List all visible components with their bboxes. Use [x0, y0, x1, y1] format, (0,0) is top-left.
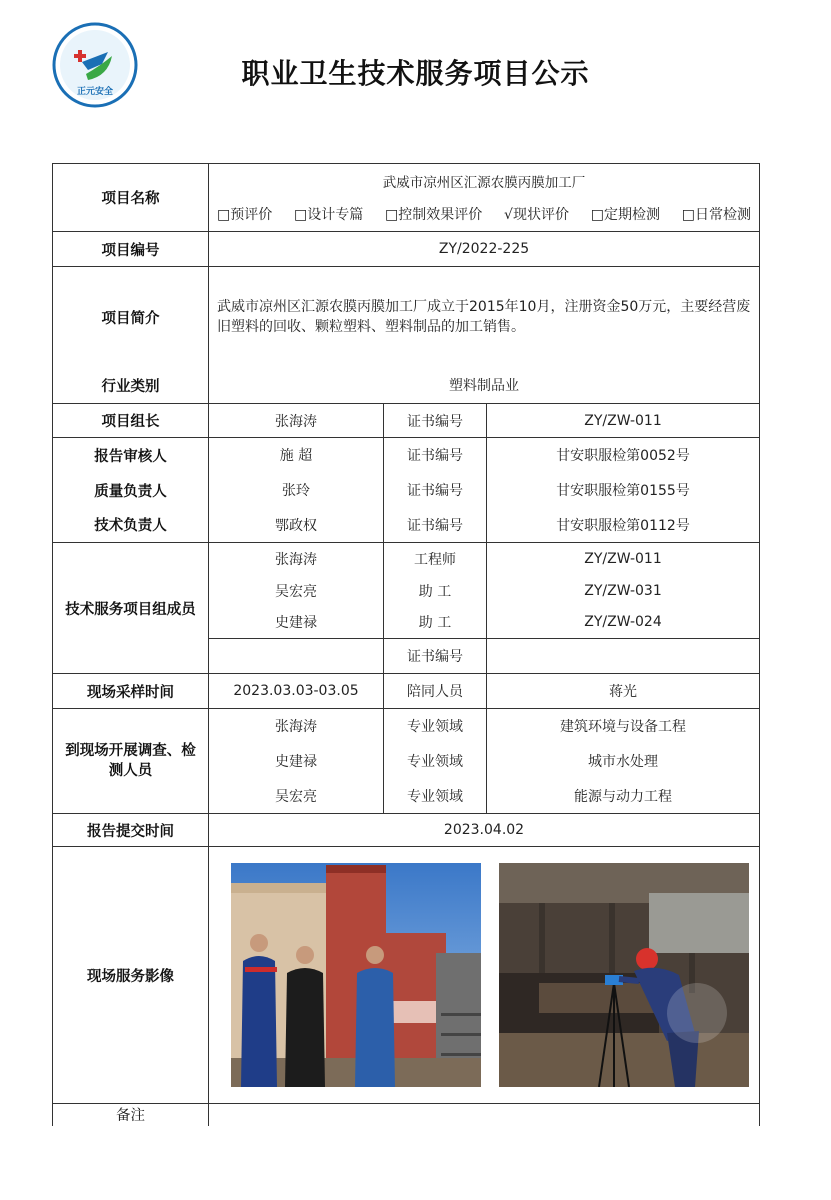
tech-lead-cert-label: 证书编号: [384, 508, 487, 543]
option-status-evaluation: √现状评价: [504, 207, 569, 224]
submit-time-value: 2023.04.02: [209, 814, 760, 847]
remark-value: [209, 1104, 760, 1126]
project-intro-label: 项目简介: [53, 267, 209, 368]
industry-value: 塑料制品业: [209, 368, 760, 404]
project-name-value: 武威市凉州区汇源农膜丙膜加工厂: [209, 164, 760, 198]
survey-field: 能源与动力工程: [487, 779, 760, 814]
tech-lead-cert: 甘安职服检第0112号: [487, 508, 760, 543]
site-photo-workshop: [499, 863, 749, 1087]
project-id-value: ZY/2022-225: [209, 232, 760, 267]
survey-staff-label: 到现场开展调查、检测人员: [53, 709, 209, 814]
survey-field: 城市水处理: [487, 744, 760, 779]
leader-cert: ZY/ZW-011: [487, 404, 760, 438]
tech-lead-name: 鄂政权: [209, 508, 384, 543]
reviewer-label: 报告审核人: [53, 438, 209, 473]
member-name: 史建禄: [209, 607, 384, 639]
sampling-time-label: 现场采样时间: [53, 674, 209, 709]
member-cert: ZY/ZW-031: [487, 575, 760, 607]
project-name-label: 项目名称: [53, 164, 209, 232]
member-title: 工程师: [384, 543, 487, 575]
members-label: 技术服务项目组成员: [53, 543, 209, 674]
option-pre-evaluation: □预评价: [217, 207, 273, 224]
survey-field-label: 专业领域: [384, 779, 487, 814]
project-id-label: 项目编号: [53, 232, 209, 267]
option-periodic-test: □定期检测: [590, 207, 660, 224]
member-cert: ZY/ZW-011: [487, 543, 760, 575]
photos-label: 现场服务影像: [53, 847, 209, 1104]
accompany-value: 蒋光: [487, 674, 760, 709]
survey-name: 张海涛: [209, 709, 384, 744]
option-design: □设计专篇: [294, 207, 364, 224]
member-name: 张海涛: [209, 543, 384, 575]
reviewer-name: 施 超: [209, 438, 384, 473]
reviewer-cert: 甘安职服检第0052号: [487, 438, 760, 473]
project-intro-text: 武威市凉州区汇源农膜丙膜加工厂成立于2015年10月，注册资金50万元，主要经营废旧塑料的回收、颗粒塑料、塑料制品的加工销售。: [217, 299, 751, 336]
leader-label: 项目组长: [53, 404, 209, 438]
page-title: 职业卫生技术服务项目公示: [241, 57, 590, 90]
option-daily-test: □日常检测: [681, 207, 751, 224]
accompany-label: 陪同人员: [384, 674, 487, 709]
quality-lead-cert-label: 证书编号: [384, 473, 487, 508]
info-table: [52, 163, 760, 1126]
survey-name: 史建禄: [209, 744, 384, 779]
site-photo-gate: [231, 863, 481, 1087]
member-name: 吴宏亮: [209, 575, 384, 607]
submit-time-label: 报告提交时间: [53, 814, 209, 847]
quality-lead-label: 质量负责人: [53, 473, 209, 508]
survey-name: 吴宏亮: [209, 779, 384, 814]
option-control-effect: □控制效果评价: [385, 207, 483, 224]
survey-field-label: 专业领域: [384, 744, 487, 779]
member-cert-empty: [487, 639, 760, 674]
reviewer-cert-label: 证书编号: [384, 438, 487, 473]
member-cert: ZY/ZW-024: [487, 607, 760, 639]
quality-lead-cert: 甘安职服检第0155号: [487, 473, 760, 508]
logo-text: 正元安全: [76, 87, 114, 97]
leader-name: 张海涛: [209, 404, 384, 438]
member-name-empty: [209, 639, 384, 674]
leader-cert-label: 证书编号: [384, 404, 487, 438]
survey-field: 建筑环境与设备工程: [487, 709, 760, 744]
quality-lead-name: 张玲: [209, 473, 384, 508]
sampling-time-value: 2023.03.03-03.05: [209, 674, 384, 709]
survey-field-label: 专业领域: [384, 709, 487, 744]
member-cert-label: 证书编号: [384, 639, 487, 674]
tech-lead-label: 技术负责人: [53, 508, 209, 543]
member-title: 助 工: [384, 575, 487, 607]
member-title: 助 工: [384, 607, 487, 639]
remark-label: 备注: [53, 1104, 209, 1126]
evaluation-type-options: [209, 198, 760, 232]
industry-label: 行业类别: [53, 368, 209, 404]
